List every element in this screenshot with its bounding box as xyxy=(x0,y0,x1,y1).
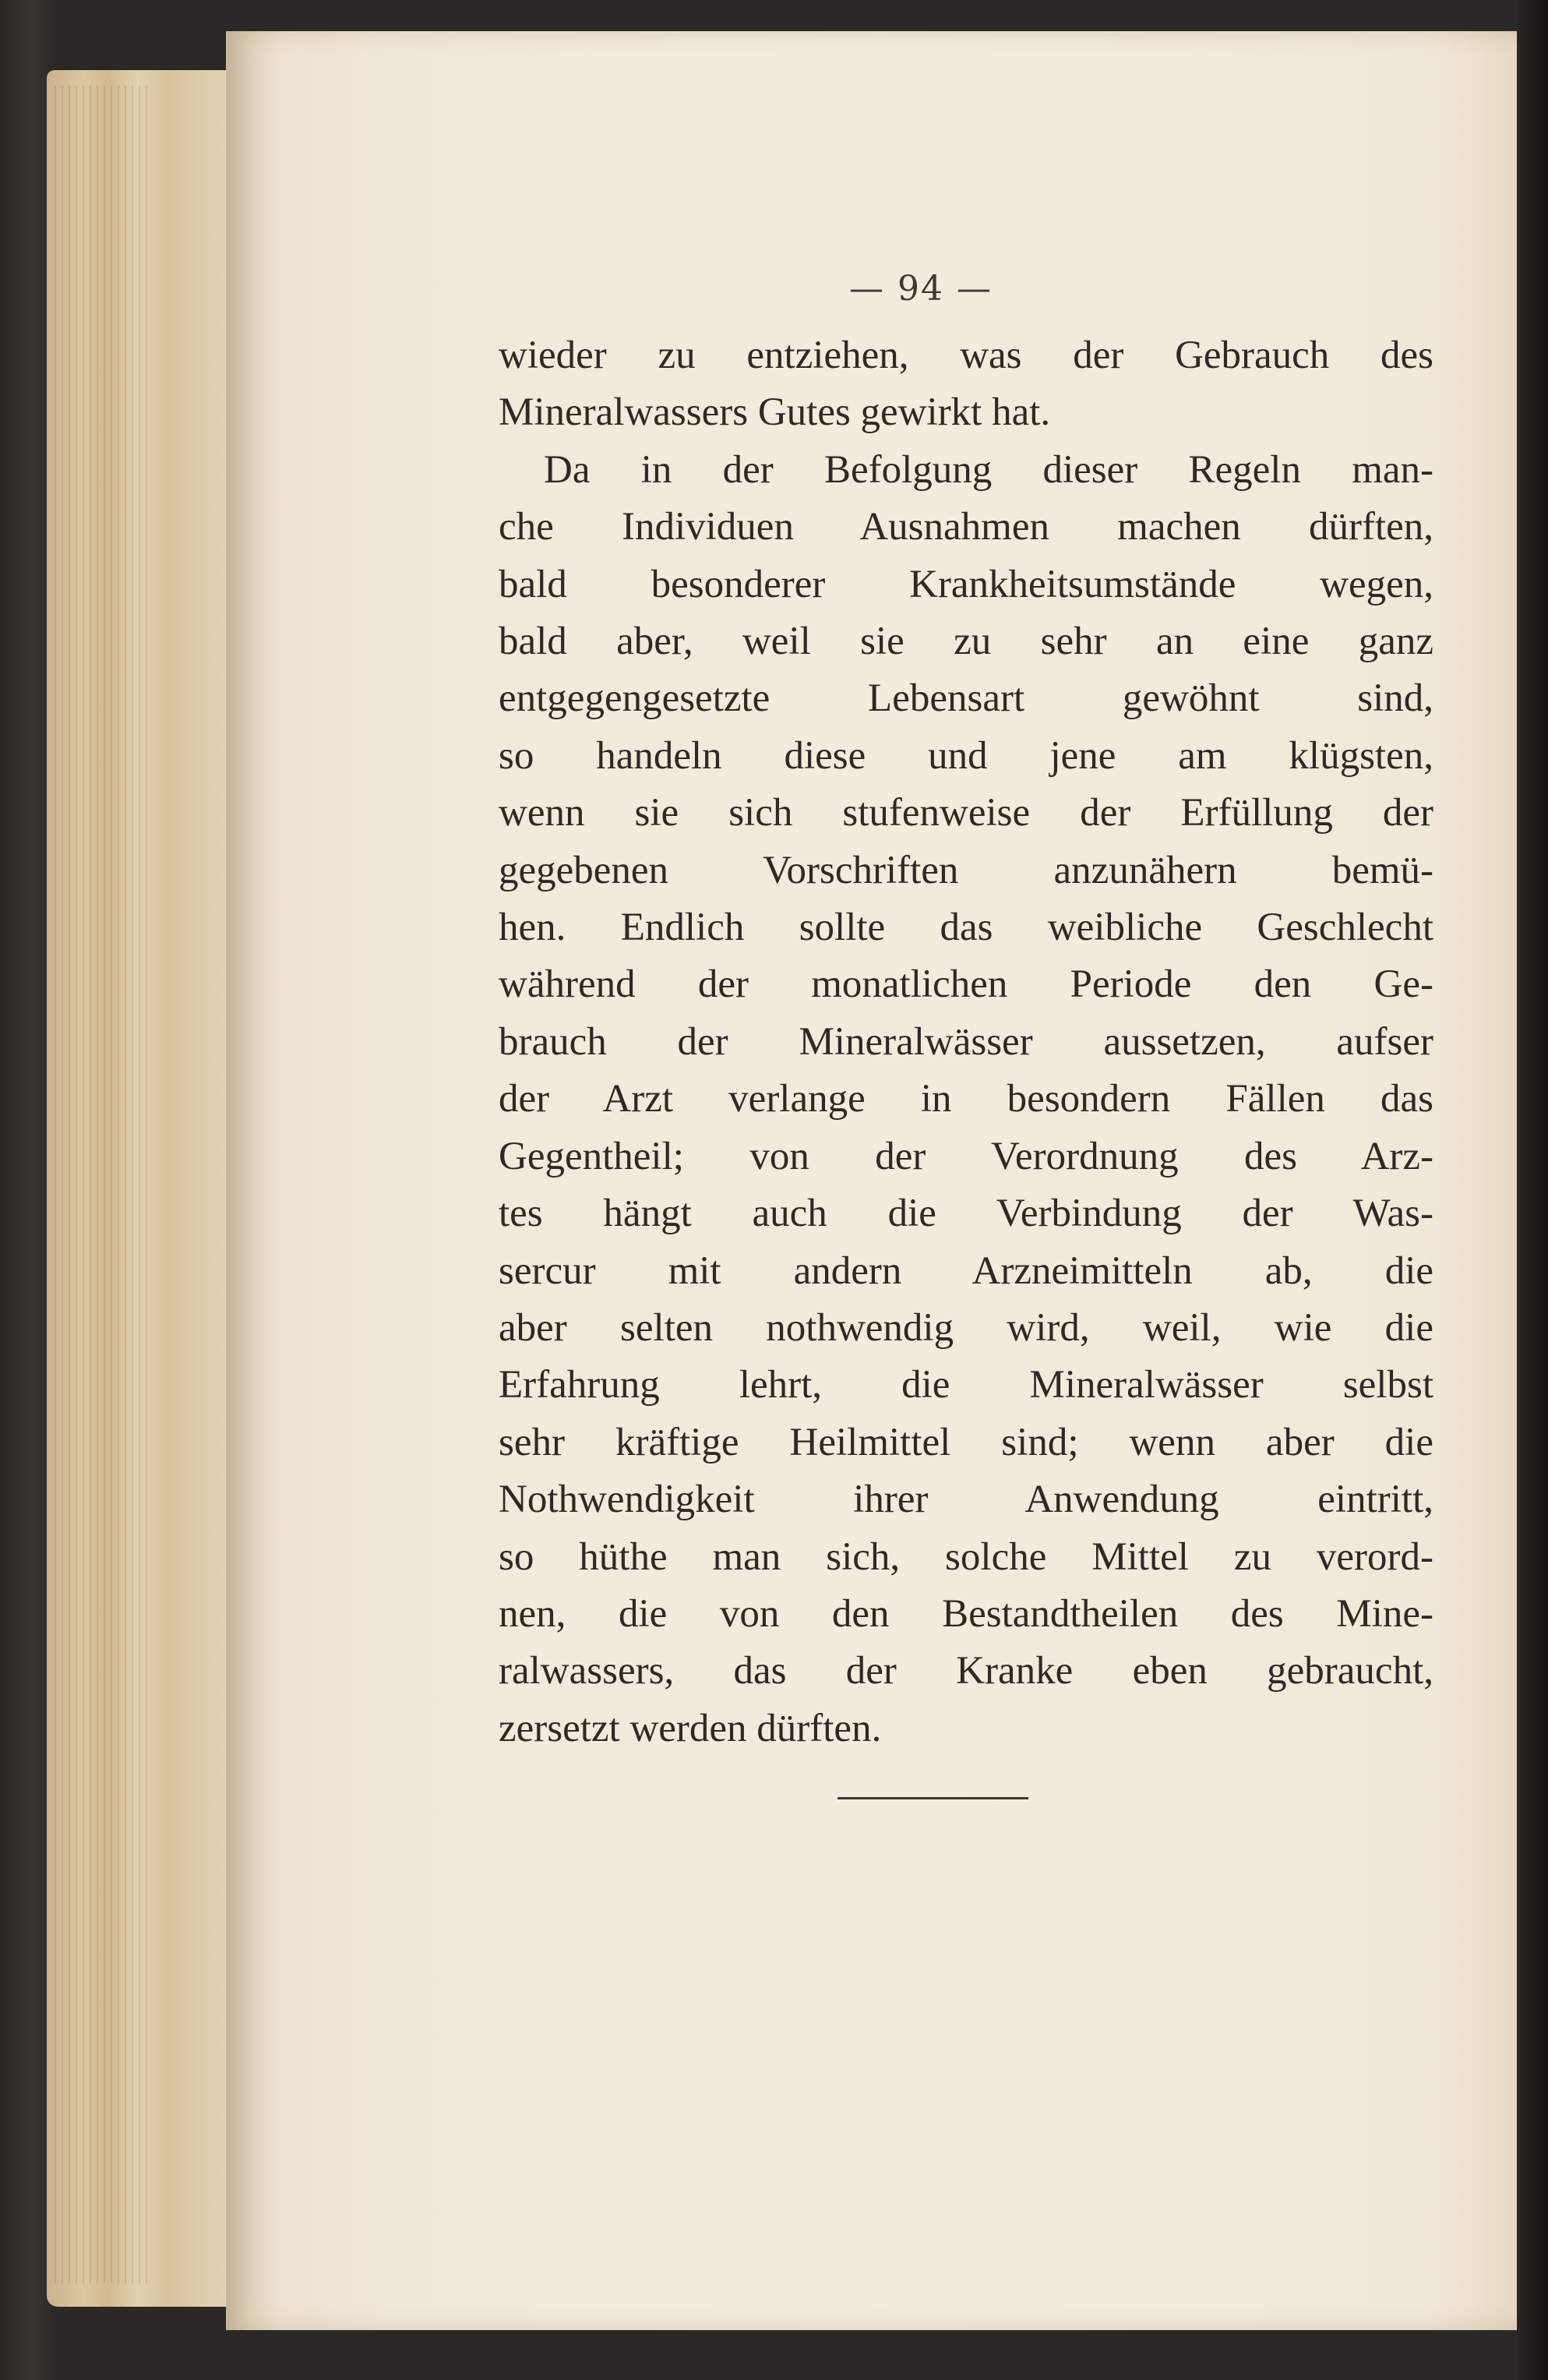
text-line: Gegentheil; von der Verordnung des Arz- xyxy=(499,1134,1433,1178)
text-line: Nothwendigkeit ihrer Anwendung eintritt, xyxy=(499,1478,1433,1522)
text-line: aber selten nothwendig wird, weil, wie die xyxy=(499,1305,1433,1350)
text-line: nen, die von den Bestandtheilen des Mine- xyxy=(499,1591,1433,1636)
page-number-header: — 94 — xyxy=(849,269,993,309)
body-text xyxy=(499,327,1433,1757)
text-line: wieder zu entziehen, was der Gebrauch des xyxy=(499,334,1433,377)
text-line: bald besonderer Krankheitsumstände wegen, xyxy=(499,562,1433,606)
text-line: Mineralwassers Gutes gewirkt hat. xyxy=(499,390,1051,435)
text-line: gegebenen Vorschriften anzunähern bemü- xyxy=(499,848,1433,892)
text-line: wenn sie sich stufenweise der Erfüllung der xyxy=(499,791,1433,835)
text-line: hen. Endlich sollte das weibliche Geschlecht xyxy=(499,906,1433,950)
text-line: brauch der Mineralwässer aussetzen, aufser xyxy=(499,1019,1433,1064)
facing-page-edge xyxy=(1517,0,1548,2380)
text-line: sehr kräftige Heilmittel sind; wenn aber die xyxy=(499,1420,1433,1464)
text-line: Erfahrung lehrt, die Mineralwässer selbst xyxy=(499,1363,1433,1407)
text-line: zersetzt werden dürften. xyxy=(499,1706,882,1750)
text-line: bald aber, weil sie zu sehr an eine ganz xyxy=(499,620,1433,664)
text-line: tes hängt auch die Verbindung der Was- xyxy=(499,1192,1433,1236)
text-line: sercur mit andern Arzneimitteln ab, die xyxy=(499,1248,1433,1293)
text-line: so handeln diese und jene am klügsten, xyxy=(499,733,1433,778)
text-line: ralwassers, das der Kranke eben gebraucht, xyxy=(499,1649,1433,1693)
end-rule xyxy=(837,1797,1028,1799)
text-line: der Arzt verlange in besondern Fällen das xyxy=(499,1077,1433,1121)
page-stack-edges xyxy=(47,70,249,2307)
text-line: so hüthe man sich, solche Mittel zu verord- xyxy=(499,1534,1433,1579)
text-line: che Individuen Ausnahmen machen dürften, xyxy=(499,505,1433,549)
text-line: während der monatlichen Periode den Ge- xyxy=(499,962,1433,1007)
text-line: Da in der Befolgung dieser Regeln man- xyxy=(544,447,1433,492)
text-line: entgegengesetzte Lebensart gewöhnt sind, xyxy=(499,676,1433,721)
